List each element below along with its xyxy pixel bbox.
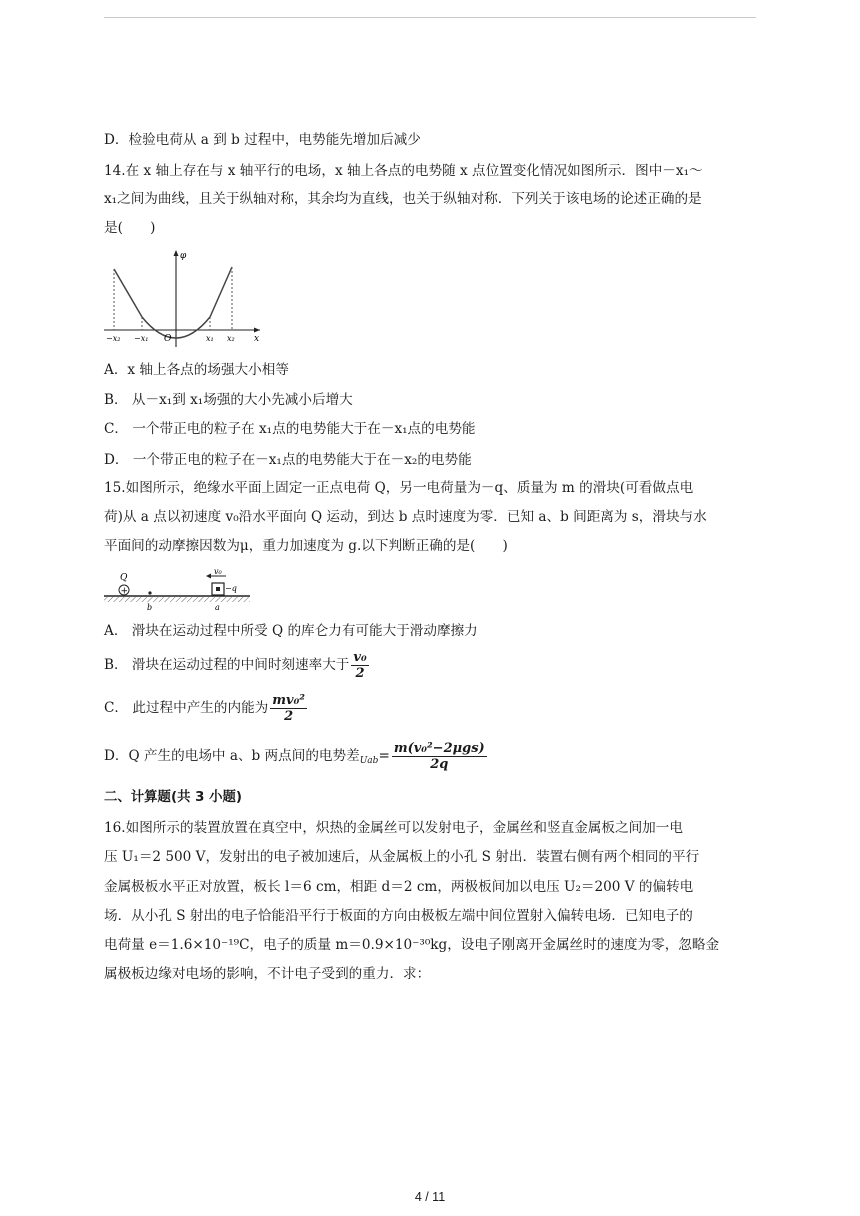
q15-option-b-fraction: [351, 650, 368, 681]
fraction-denominator: 2: [355, 666, 365, 681]
q15-stem-line3: 平面间的动摩擦因数为μ，重力加速度为 g.以下判断正确的是( ): [104, 538, 508, 554]
q15-option-d: [104, 740, 487, 777]
q14-stem-line2: x₁之间为曲线，且关于纵轴对称，其余均为直线，也关于纵轴对称．下列关于该电场的论述正确的是: [104, 191, 702, 207]
graph-label-neg-x2: −x₂: [106, 334, 121, 343]
fig-label-a: a: [215, 603, 220, 612]
q13-option-d: D．检验电荷从 a 到 b 过程中，电势能先增加后减少: [104, 132, 421, 148]
fig-label-b: b: [147, 603, 153, 612]
graph-label-origin: O: [164, 334, 172, 344]
graph-label-x2: x₂: [227, 334, 235, 343]
q16-stem-line4: 场．从小孔 S 射出的电子恰能沿平行于板面的方向由极板左端中间位置射入偏转电场．已知电子的: [104, 908, 693, 924]
q16-stem-line2: 压 U₁＝2 500 V，发射出的电子被加速后，从金属板上的小孔 S 射出．装置右侧有两个相同的平行: [104, 849, 700, 865]
q15-option-d-sub: Uab: [359, 756, 379, 766]
fraction-numerator: m(v₀²−2μgs): [393, 741, 485, 756]
fraction-numerator: v₀: [353, 650, 367, 665]
q16-stem-line6: 属极板边缘对电场的影响，不计电子受到的重力．求：: [104, 966, 431, 982]
q16-stem-line5: 电荷量 e＝1.6×10⁻¹⁹C，电子的质量 m＝0.9×10⁻³⁰kg，设电子刚离开金属丝时的速度为零，忽略金: [104, 937, 720, 953]
q14-option-c: C． 一个带正电的粒子在 x₁点的电势能大于在－x₁点的电势能: [104, 421, 476, 437]
q15-option-b-text: B． 滑块在运动过程的中间时刻速率大于: [104, 657, 350, 673]
q16-stem-line3: 金属极板水平正对放置，板长 l＝6 cm，相距 d＝2 cm，两极板间加以电压 U₂＝200 V 的偏转电: [104, 879, 694, 895]
q15-option-d-text: D．Q 产生的电场中 a、b 两点间的电势差: [104, 748, 360, 764]
graph-label-x-axis: x: [254, 334, 260, 344]
q14-option-b: B． 从－x₁到 x₁场强的大小先减小后增大: [104, 392, 353, 408]
fig-label-Q: Q: [120, 573, 128, 583]
q15-sliding-block-figure: [104, 566, 252, 612]
graph-label-x1: x₁: [206, 334, 214, 343]
fraction-numerator: mv₀²: [272, 693, 305, 708]
header-rule: [104, 17, 756, 18]
q15-stem-line1: 15.如图所示，绝缘水平面上固定一正点电荷 Q，另一电荷量为－q、质量为 m 的滑块(可看做点电: [104, 480, 694, 496]
q14-potential-graph: [104, 247, 264, 349]
q16-stem-line1: 16.如图所示的装置放置在真空中，炽热的金属丝可以发射电子，金属丝和竖直金属板之间加一电: [104, 820, 683, 836]
q15-option-d-eq: =: [378, 748, 390, 764]
svg-text:+: +: [120, 586, 129, 597]
q14-option-d: D． 一个带正电的粒子在－x₁点的电势能大于在－x₂的电势能: [104, 452, 472, 468]
graph-phi-label: φ: [180, 251, 187, 261]
q15-option-c: [104, 692, 307, 724]
q15-option-c-fraction: [270, 693, 307, 724]
q15-option-b: [104, 650, 369, 681]
fig-label-minus-q: −q: [225, 584, 237, 593]
q15-stem-line2: 荷)从 a 点以初速度 v₀沿水平面向 Q 运动，到达 b 点时速度为零．已知 a、b 间距离为 s，滑块与水: [104, 509, 707, 525]
fraction-denominator: 2: [284, 709, 294, 724]
graph-label-neg-x1: −x₁: [134, 334, 149, 343]
fraction-denominator: 2q: [430, 757, 449, 772]
q15-option-c-text: C． 此过程中产生的内能为: [104, 700, 269, 716]
q14-option-a: A．x 轴上各点的场强大小相等: [104, 362, 289, 378]
q15-option-d-fraction: [392, 741, 487, 772]
q14-stem-line3: 是( ): [104, 220, 156, 236]
fig-label-v0: v₀: [214, 567, 222, 576]
q15-option-a: A． 滑块在运动过程中所受 Q 的库仑力有可能大于滑动摩擦力: [104, 623, 478, 639]
section-title: 二、计算题(共 3 小题): [104, 790, 243, 805]
page-number: 4 / 11: [414, 1190, 446, 1204]
q14-stem-line1: 14.在 x 轴上存在与 x 轴平行的电场，x 轴上各点的电势随 x 点位置变化情况如图所示．图中－x₁～: [104, 163, 703, 179]
